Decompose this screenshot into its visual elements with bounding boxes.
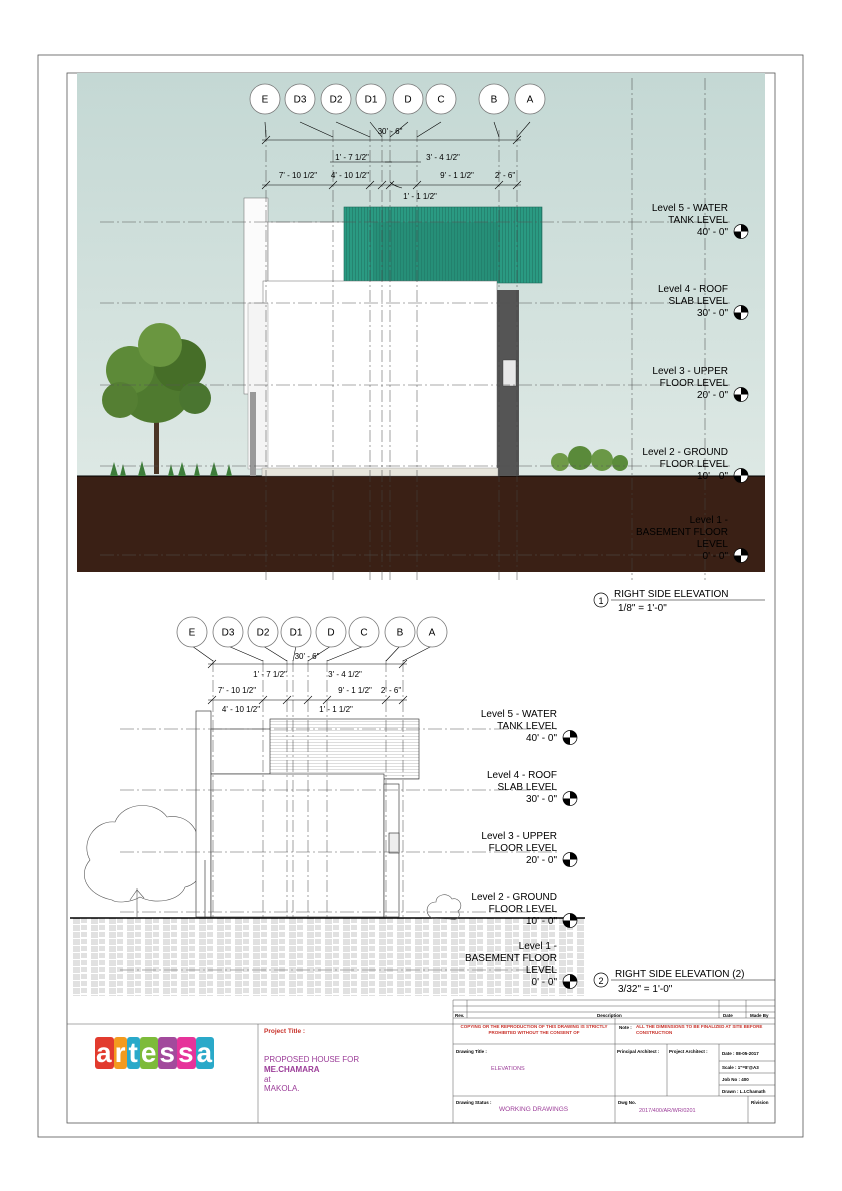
grid-label: A	[526, 94, 534, 106]
dimension-text: 1' - 1 1/2"	[403, 192, 437, 201]
revision-label: Rivision	[751, 1100, 769, 1105]
level-name: Level 2 - GROUND	[642, 447, 728, 458]
view-title: RIGHT SIDE ELEVATION	[614, 589, 729, 600]
tree-outline	[84, 806, 204, 918]
copyright-notice: COPYING OR THE REPRODUCTION OF THIS DRAWING IS STRICTLY PROHIBITED WITHOUT THE CONSENT OF	[460, 1024, 608, 1035]
view-scale: 1/8" = 1'-0"	[618, 603, 667, 614]
dimension-text: 9' - 1 1/2"	[440, 171, 474, 180]
logo-letter: s	[177, 1037, 195, 1068]
rev-label: Rev.	[455, 1013, 465, 1018]
level-elevation: 30' - 0"	[525, 794, 557, 805]
dimension-overall: 30' - 6"	[377, 127, 403, 136]
dimension-text: 4' - 10 1/2"	[221, 705, 261, 714]
dimension-text: 2' - 6"	[380, 686, 402, 695]
building-elevation-2	[196, 711, 419, 917]
elevation-2	[70, 646, 585, 996]
scale-field: Scale : 1"=8'@A3	[722, 1065, 759, 1070]
grid-label: E	[261, 94, 269, 106]
made-by-label: Made By	[750, 1013, 769, 1018]
level-name: TANK LEVEL	[668, 215, 728, 226]
dimension-text: 1' - 7 1/2"	[253, 670, 287, 679]
project-line-4: MAKOLA.	[264, 1084, 300, 1093]
level-marker-fill	[563, 860, 570, 867]
level-name: SLAB LEVEL	[668, 296, 728, 307]
dimension-text: 1' - 1 1/2"	[319, 705, 353, 714]
level-name: FLOOR LEVEL	[488, 904, 557, 915]
dimension-text: 7' - 10 1/2"	[217, 686, 257, 695]
building-elevation-1	[244, 198, 542, 476]
grid-label: E	[188, 627, 196, 639]
logo-letter: a	[196, 1037, 214, 1068]
dwg-no-label: Dwg No.	[618, 1100, 636, 1105]
view-scale: 3/32" = 1'-0"	[618, 984, 673, 995]
level-marker-fill	[570, 853, 577, 860]
drawing-title: ELEVATIONS	[491, 1066, 525, 1072]
logo-letter: t	[128, 1037, 139, 1068]
drawn-field: Drawn : L.I.Chamath	[722, 1089, 766, 1094]
logo-letter: e	[140, 1037, 158, 1068]
level-name: Level 4 - ROOF	[486, 770, 557, 781]
level-name: TANK LEVEL	[497, 721, 557, 732]
level-name: LEVEL	[696, 539, 728, 550]
note-label: Note :	[619, 1025, 632, 1030]
level-marker-fill	[563, 799, 570, 806]
level-name: Level 2 - GROUND	[471, 892, 557, 903]
project-title-label: Project Title :	[264, 1028, 306, 1035]
level-name: Level 1 -	[689, 515, 728, 526]
dimension-text: 2' - 6"	[494, 171, 516, 180]
level-marker-fill	[570, 731, 577, 738]
view-title: RIGHT SIDE ELEVATION (2)	[615, 969, 745, 980]
level-elevation: 10' - 0"	[525, 916, 557, 927]
dimension-overall: 30' - 6"	[294, 652, 320, 661]
grid-label: D2	[256, 627, 270, 639]
grid-label: D1	[364, 94, 378, 106]
dimension-text: 1' - 7 1/2"	[335, 153, 369, 162]
dimension-text: 9' - 1 1/2"	[338, 686, 372, 695]
level-name: Level 1 -	[518, 941, 557, 952]
logo-letter: r	[114, 1037, 127, 1068]
level-elevation: 20' - 0"	[525, 855, 557, 866]
artessa-logo	[95, 1037, 214, 1069]
date-label: Date	[723, 1013, 733, 1018]
dimension-text: 3' - 4 1/2"	[426, 153, 460, 162]
earth-ground	[77, 476, 765, 572]
grid-label: D	[404, 94, 412, 106]
grid-label: D1	[289, 627, 303, 639]
level-name: BASEMENT FLOOR	[464, 953, 557, 964]
dimension-text: 3' - 4 1/2"	[328, 670, 362, 679]
grid-label: C	[360, 627, 368, 639]
note-text: ALL THE DIMENSIONS TO BE FINALIZED AT SITE BEFORE CONSTRUCTION	[636, 1024, 763, 1035]
grid-label: D3	[221, 627, 235, 639]
drawing-status-label: Drawing Status :	[456, 1100, 492, 1105]
grid-label: B	[396, 627, 404, 639]
level-elevation: 40' - 0"	[696, 227, 728, 238]
level-name: FLOOR LEVEL	[488, 843, 557, 854]
date-field: Date : 08-05-2017	[722, 1051, 759, 1056]
level-elevation: 40' - 0"	[525, 733, 557, 744]
grid-label: C	[437, 94, 445, 106]
shrub-outline-right	[427, 895, 461, 920]
description-label: Description	[597, 1013, 622, 1018]
view-number: 2	[598, 976, 604, 986]
grid-label: D3	[293, 94, 307, 106]
title-block	[67, 1000, 775, 1124]
grid-label: D	[327, 627, 335, 639]
principal-architect-label: Principal Architect :	[617, 1049, 660, 1054]
level-marker-fill	[563, 738, 570, 745]
grid-label: D2	[329, 94, 343, 106]
level-name: Level 5 - WATER	[651, 203, 728, 214]
level-marker-fill	[570, 792, 577, 799]
level-name: Level 4 - ROOF	[657, 284, 728, 295]
level-name: SLAB LEVEL	[497, 782, 557, 793]
drawing-title-label: Drawing Title :	[456, 1049, 487, 1054]
project-architect-label: Project Architect :	[669, 1049, 708, 1054]
project-line-2: ME.CHAMARA	[264, 1065, 320, 1074]
level-elevation: 20' - 0"	[696, 390, 728, 401]
level-name: Level 5 - WATER	[480, 709, 557, 720]
logo-letter: a	[96, 1037, 113, 1068]
level-elevation: 30' - 0"	[696, 308, 728, 319]
level-marker-fill	[570, 914, 577, 921]
logo-letter: s	[159, 1037, 176, 1068]
level-name: FLOOR LEVEL	[659, 459, 728, 470]
level-elevation: 10' - 0"	[696, 471, 728, 482]
drawing-status: WORKING DRAWINGS	[499, 1106, 569, 1113]
dwg-no: 2017/400/AR/WR/0201	[639, 1108, 696, 1114]
elevation-1	[77, 73, 765, 580]
level-name: Level 3 - UPPER	[652, 366, 728, 377]
project-line-3: at	[264, 1075, 271, 1084]
dimension-text: 4' - 10 1/2"	[330, 171, 370, 180]
level-name: FLOOR LEVEL	[659, 378, 728, 389]
level-name: Level 3 - UPPER	[481, 831, 557, 842]
level-elevation: 0' - 0"	[531, 977, 557, 988]
grid-label: A	[428, 627, 436, 639]
water-tank-outline	[270, 719, 419, 779]
level-name: LEVEL	[525, 965, 557, 976]
level-elevation: 0' - 0"	[702, 551, 728, 562]
project-line-1: PROPOSED HOUSE FOR	[264, 1055, 360, 1064]
job-no-field: Job No : 400	[722, 1077, 749, 1082]
dimension-text: 7' - 10 1/2"	[278, 171, 318, 180]
level-name: BASEMENT FLOOR	[635, 527, 728, 538]
grid-label: B	[490, 94, 498, 106]
view-number: 1	[598, 596, 604, 606]
